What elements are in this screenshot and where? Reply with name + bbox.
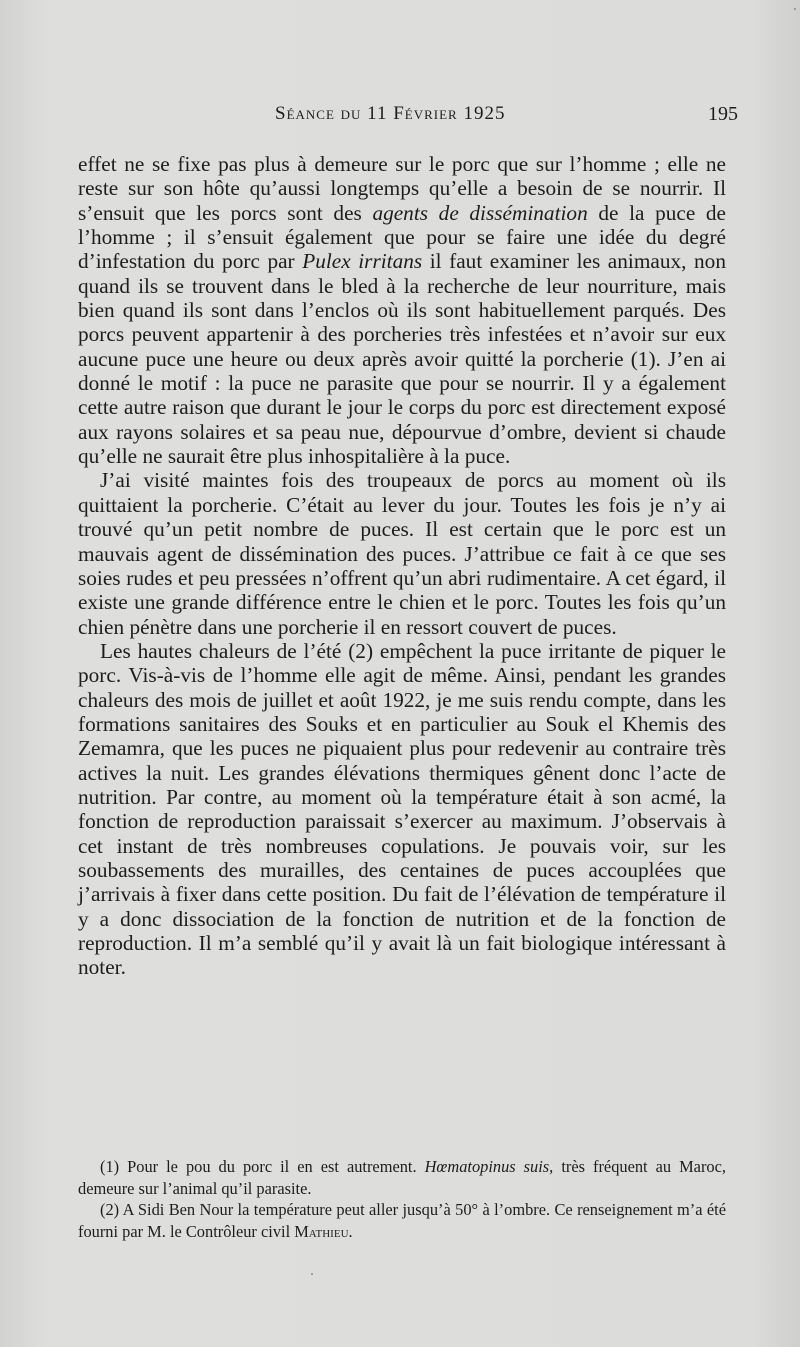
italic-species-pulex: Pulex irritans [302, 249, 423, 274]
footnote-2 [78, 1199, 726, 1242]
italic-phrase-agents: agents de dissémination [372, 200, 588, 225]
footnote-1-part-b: très fréquent au Maroc, demeure sur l’animal qu’il parasite. [78, 1157, 726, 1198]
footnote-2-end: . [348, 1221, 353, 1241]
paragraph-1-part-a: effet ne se fixe pas plus à demeure sur le porc que sur l’homme ; elle ne reste sur son hôte qu’aussi longtemps qu’elle a besoin de se nourrir. Il s’ensuit que les porcs sont des [78, 152, 726, 225]
paragraph-1-part-b: de la puce de l’homme ; il s’ensuit également que pour se faire une idée du degré d’infestation du porc par [78, 200, 726, 274]
footnote-2-author-name: Mathieu [294, 1221, 349, 1241]
footnotes [78, 1156, 726, 1242]
body-text [78, 152, 726, 980]
paragraph-1-part-c: il faut examiner les animaux, non quand ils se trouvent dans le bled à la recherche de leur nourriture, mais bien quand ils sont dans l’enclos où ils sont habituellement parqués. Des porcs peuvent appartenir à des porcheries très infestées et n’avoir sur eux aucune puce une heure ou deux après avoir quitté la porcherie (1). J’en ai donné le motif : la puce ne parasite que pour se nourrir. Il y a également cette autre raison que durant le jour le corps du porc est directement exposé aux rayons solaires et sa peau nue, dépourvue d’ombre, devient si chaude qu’elle ne saurait être plus inhospitalière à la puce. [78, 249, 726, 469]
paragraph-1 [78, 152, 726, 468]
paragraph-2: J’ai visité maintes fois des troupeaux de porcs au moment où ils quittaient la porcherie. C’était au lever du jour. Toutes les fois je n’y ai trouvé qu’un petit nombre de puces. Il est certain que le porc est un mauvais agent de dissémination des puces. J’attribue ce fait à ce que ses soies rudes et peu pressées n’offrent qu’un abri rudimentaire. A cet égard, il existe une grande différence entre le chien et le porc. Toutes les fois qu’un chien pénètre dans une porcherie il en ressort couvert de puces. [78, 468, 726, 639]
footnote-1-part-a: (1) Pour le pou du porc il en est autrement. [100, 1157, 425, 1176]
footnote-2-part-a: (2) A Sidi Ben Nour la température peut aller jusqu’à 50° à l’ombre. Ce renseignement m’a été fourni par M. le Contrôleur civil [78, 1200, 726, 1241]
running-title: Séance du 11 Février 1925 [275, 103, 506, 124]
italic-species-haematopinus: Hœmatopinus suis, [424, 1157, 554, 1176]
page-header [78, 103, 738, 133]
paragraph-3: Les hautes chaleurs de l’été (2) empêchent la puce irritante de piquer le porc. Vis-à-vis de l’homme elle agit de même. Ainsi, pendant les grandes chaleurs des mois de juillet et août 1922, je me suis rendu compte, dans les formations sanitaires des Souks et en particulier au Souk el Khemis des Zemamra, que les puces ne piquaient plus pour redevenir au contraire très actives la nuit. Les grandes élévations thermiques gênent donc l’acte de nutrition. Par contre, au moment où la température était à son acmé, la fonction de reproduction paraissait s’exercer au maximum. J’observais à cet instant de très nombreuses copulations. Je pouvais voir, sur les soubassements des murailles, des centaines de puces accouplées que j’arrivais à fixer dans cette position. Du fait de l’élévation de température il y a donc dissociation de la fonction de nutrition et de la fonction de reproduction. Il m’a semblé qu’il y avait là un fait biologique intéressant à noter. [78, 638, 726, 980]
paper-speck [311, 1273, 313, 1275]
footnote-1 [78, 1156, 726, 1199]
paper-speck [794, 8, 796, 10]
page-number: 195 [708, 103, 738, 125]
